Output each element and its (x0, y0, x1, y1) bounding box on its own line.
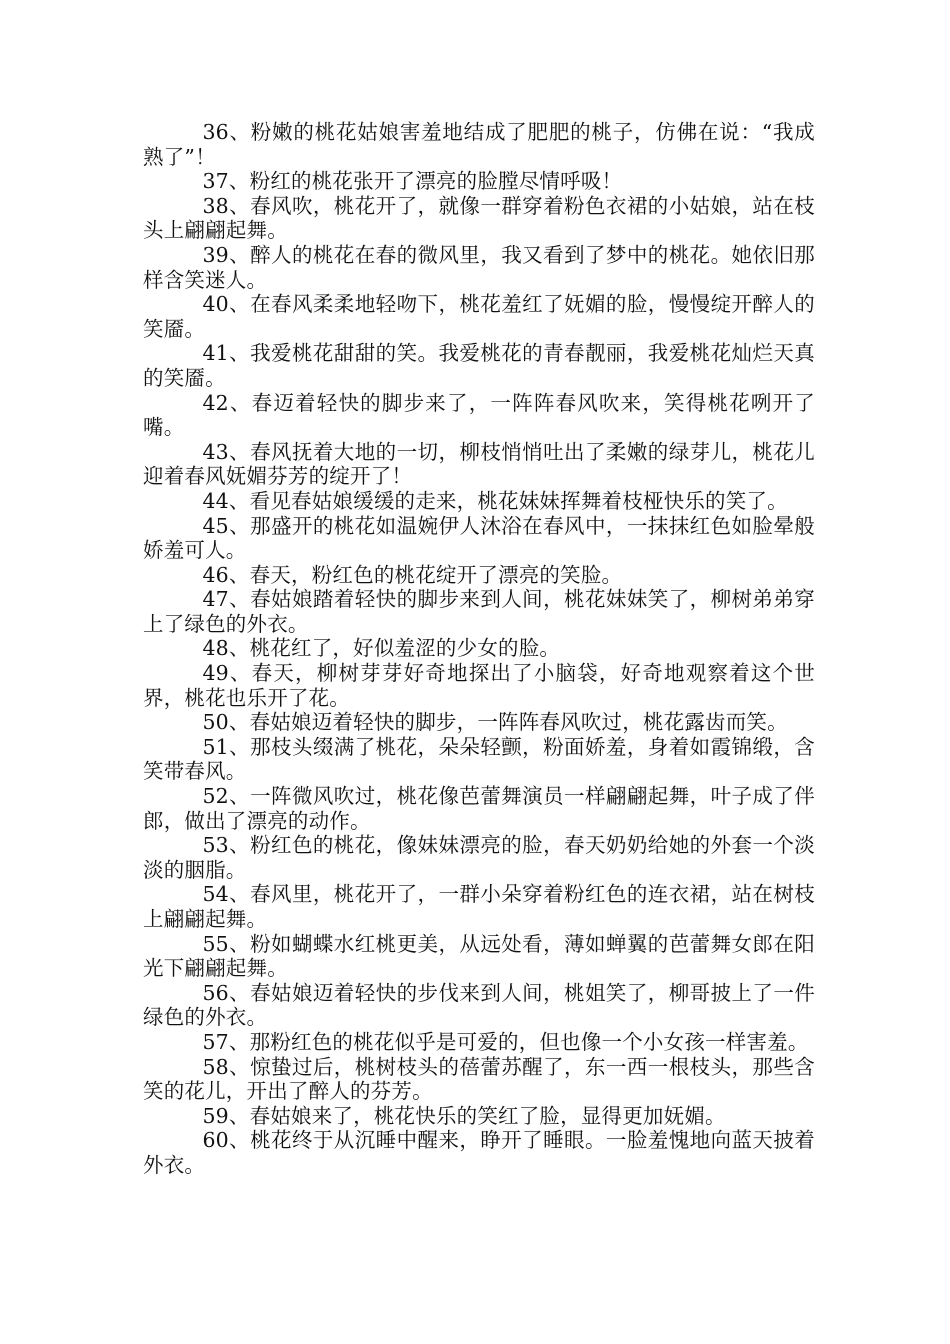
paragraph-55: 55、粉如蝴蝶水红桃更美，从远处看，薄如蝉翼的芭蕾舞女郎在阳光下翩翩起舞。 (143, 931, 815, 981)
paragraph-50: 50、春姑娘迈着轻快的脚步，一阵阵春风吹过，桃花露齿而笑。 (202, 710, 788, 735)
paragraph-54: 54、春风里，桃花开了，一群小朵穿着粉红色的连衣裙，站在树枝上翩翩起舞。 (143, 882, 815, 931)
paragraph-59: 59、春姑娘来了，桃花快乐的笑红了脸，显得更加妩媚。 (202, 1103, 726, 1128)
paragraph-41: 41、我爱桃花甜甜的笑。我爱桃花的青春靓丽，我爱桃花灿烂天真的笑靥。 (143, 341, 815, 390)
paragraph-57: 57、那粉红色的桃花似乎是可爱的，但也像一个小女孩一样害羞。 (202, 1029, 809, 1054)
paragraph-40: 40、在春风柔柔地轻吻下，桃花羞红了妩媚的脸，慢慢绽开醉人的笑靥。 (143, 292, 815, 341)
paragraph-47: 47、春姑娘踏着轻快的脚步来到人间，桃花妹妹笑了，柳树弟弟穿上了绿色的外衣。 (143, 587, 815, 636)
paragraph-51: 51、那枝头缀满了桃花，朵朵轻颤，粉面娇羞，身着如霞锦缎，含笑带春风。 (143, 734, 815, 784)
paragraph-53: 53、粉红色的桃花，像妹妹漂亮的脸，春天奶奶给她的外套一个淡淡的胭脂。 (143, 833, 815, 882)
paragraph-56: 56、春姑娘迈着轻快的步伐来到人间，桃姐笑了，柳哥披上了一件绿色的外衣。 (143, 980, 815, 1030)
paragraph-49: 49、春天，柳树芽芽好奇地探出了小脑袋，好奇地观察着这个世界，桃花也乐开了花。 (143, 661, 815, 710)
paragraph-36: 36、粉嫩的桃花姑娘害羞地结成了肥肥的桃子，仿佛在说：“我成熟了”！ (143, 120, 815, 169)
paragraph-60: 60、桃花终于从沉睡中醒来，睁开了睡眼。一脸羞愧地向蓝天披着外衣。 (143, 1128, 815, 1177)
paragraph-58: 58、惊蛰过后，桃树枝头的蓓蕾苏醒了，东一西一根枝头，那些含笑的花儿，开出了醉人的芬芳。 (143, 1054, 815, 1104)
document-body (143, 120, 815, 1178)
paragraph-39: 39、醉人的桃花在春的微风里，我又看到了梦中的桃花。她依旧那样含笑迷人。 (143, 242, 815, 292)
paragraph-46: 46、春天，粉红色的桃花绽开了漂亮的笑脸。 (202, 562, 623, 587)
paragraph-52: 52、一阵微风吹过，桃花像芭蕾舞演员一样翩翩起舞，叶子成了伴郎，做出了漂亮的动作。 (143, 784, 815, 833)
paragraph-42: 42、春迈着轻快的脚步来了，一阵阵春风吹来，笑得桃花咧开了嘴。 (143, 390, 815, 440)
paragraph-48: 48、桃花红了，好似羞涩的少女的脸。 (202, 636, 561, 661)
paragraph-43: 43、春风抚着大地的一切，柳枝悄悄吐出了柔嫩的绿芽儿，桃花儿迎着春风妩媚芬芳的绽开了！ (143, 439, 815, 489)
paragraph-44: 44、看见春姑娘缓缓的走来，桃花妹妹挥舞着枝桠快乐的笑了。 (202, 488, 788, 513)
paragraph-38: 38、春风吹，桃花开了，就像一群穿着粉色衣裙的小姑娘，站在枝头上翩翩起舞。 (143, 193, 815, 243)
paragraph-45: 45、那盛开的桃花如温婉伊人沐浴在春风中，一抹抹红色如脸晕般娇羞可人。 (143, 513, 815, 563)
paragraph-37: 37、粉红的桃花张开了漂亮的脸膛尽情呼吸！ (202, 169, 623, 194)
